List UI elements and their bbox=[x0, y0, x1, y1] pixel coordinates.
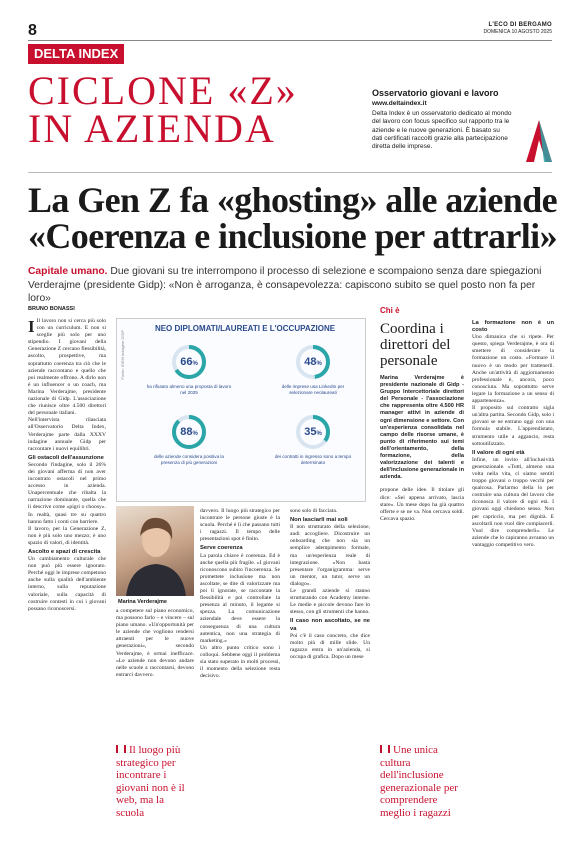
deck bbox=[28, 265, 558, 306]
stat-unit: % bbox=[192, 431, 198, 437]
subheading: Non lasciarli mai soli bbox=[290, 517, 348, 524]
stat-value: 48% bbox=[304, 356, 322, 368]
stat-unit: % bbox=[316, 361, 322, 367]
observatory-url[interactable]: www.deltaindex.it bbox=[372, 100, 427, 107]
pull-quote-2-text: Une unica cultura dell'inclusione generazionale per comprendere meglio i ragazzi bbox=[380, 744, 458, 819]
article-column-3 bbox=[290, 508, 370, 661]
paragraph: Un cambiamento culturale che non può più essere ignorato. Perché oggi le imprese competono anche sulla qualità dell'ambiente interno, sulla reputazione valoriale, sulla capacità di costruire contesti in cui i giovani possano riconoscersi. bbox=[28, 556, 106, 612]
portrait-figure-icon bbox=[116, 506, 194, 596]
stat-item bbox=[146, 344, 232, 395]
infographic-title: NEO DIPLOMATI/LAUREATI E L'OCCUPAZIONE bbox=[154, 324, 336, 333]
article-column-2 bbox=[200, 508, 280, 680]
portrait-photo bbox=[116, 506, 194, 596]
pull-quote-1 bbox=[116, 744, 194, 819]
article-column-photo: a competere sul piano economico, ma possono farlo – e vincere – sul piano umano. «Un'opportunità per le aziende che vogliono rendersi attraenti per le nuove generazioni», secondo Verderajme, è ormai inefficace. «Le aziende non devono andare nelle scuole a raccontarsi, devono entrarci davvero. bbox=[116, 608, 194, 678]
stat-unit: % bbox=[316, 431, 322, 437]
stat-donut bbox=[171, 414, 207, 450]
subheading: Serve coerenza bbox=[200, 545, 243, 552]
header-rule bbox=[28, 172, 552, 173]
subheading: Ascolto e spazi di crescita bbox=[28, 549, 101, 555]
quote-mark-icon bbox=[116, 745, 126, 753]
headline-line-2: «Coerenza e inclusione per attrarli» bbox=[28, 216, 557, 256]
stat-donut bbox=[295, 344, 331, 380]
paragraph: Un altro punto critico sono i colloqui. Sebbene oggi il problema sia stato superato in molti processi, il momento della selezione resta decisivo. bbox=[200, 644, 280, 680]
headline-line-1: La Gen Z fa «ghosting» alle aziende bbox=[28, 180, 558, 220]
pull-quote-2 bbox=[380, 744, 464, 819]
subheading: Il caso non ascoltato, se ne va bbox=[290, 618, 370, 632]
stat-item bbox=[146, 414, 232, 465]
paper-masthead bbox=[483, 22, 552, 36]
paragraph: Le grandi aziende si stanno strutturando con Academy interne. Le medie e piccole devono fare lo stesso, con gli strumenti che hanno. bbox=[290, 588, 370, 616]
intro-paragraph: Il lavoro non si cerca più solo con un curriculum. E non si sceglie più solo per uno stipendio. I giovani della Generazione Z cercano flessibilità, ascolto, prospettive, ma soprattutto coerenza tra ciò che le aziende raccontano e quello che poi realmente offrono. A dirlo non è un influencer o un coach, ma Marina Verderajme, presidente nazionale di Gidp. L'associazione che riunisce oltre 4.500 direttori del personale italiani. bbox=[28, 318, 106, 417]
kicker-title bbox=[28, 68, 348, 151]
byline: BRUNO BONASSI bbox=[28, 306, 75, 312]
paragraph: Il lavoro, per la Generazione Z, non è più solo uno mezzo; è uno spazio di valori, di identità. bbox=[28, 525, 106, 546]
profile-text: Marina Verderajme è presidente nazionale di Gidp - Gruppo Intercettoriale direttori del Personale - l'associazione che rappresenta oltre 4.500 HR manager attivi in aziende di ogni dimensione e settore. Con un'esperienza consolidata nel campo delle risorse umane, è punto di riferimento sui temi dell'orientamento, della formazione, della valorizzazione dei talenti e dell'inclusione generazionale in azienda. bbox=[380, 375, 465, 481]
paragraph: Il non strutturato della selezione, audi accogliere. Dicostruire un onboarding che non sia un semplice adempimento formale, ma un'esperienza reale di integrazione. «Non basta presentare l'organigramma: serve un mentor, un tutor, serve un dialogo». bbox=[290, 524, 370, 587]
kicker-line-1: CICLONE «Z» bbox=[28, 68, 298, 113]
deck-text: Due giovani su tre interrompono il processo di selezione e scompaiono senza dare spiegazioni Verderajme (presidente Gidp): «Non è arroganza, è consapevolezza: capiscono subito se quel posto non fa per loro» bbox=[28, 266, 542, 304]
article-column-1 bbox=[28, 318, 106, 613]
stat-donut bbox=[171, 344, 207, 380]
section-tag: DELTA INDEX bbox=[28, 44, 124, 64]
stat-donut bbox=[295, 414, 331, 450]
stat-value: 66% bbox=[180, 356, 198, 368]
stat-item bbox=[270, 414, 356, 465]
stat-value: 88% bbox=[180, 426, 198, 438]
delta-index-logo-icon bbox=[522, 118, 556, 162]
stat-value: 35% bbox=[304, 426, 322, 438]
stat-caption: delle imprese usa LinkedIn per selezionare neolaureati bbox=[281, 384, 345, 395]
paragraph: Poi c'è il caso concreto, che dice molto più di mille slide. Un ragazzo entra in un'azienda, si occupa di grafica. Dopo un mese bbox=[290, 632, 370, 660]
headline bbox=[28, 182, 558, 254]
stat-item bbox=[270, 344, 356, 395]
paragraph: La parola chiave è coerenza. Ed è anche quella più fragile. «I giovani riconoscono subito l'incoerenza. Se promettete inclusione ma non ascoltate, se dite di valorizzare ma poi li ignorate, se raccontate la flessibilità e poi controllate la presenza al minuto, il legame si spezza. La comunicazione aziendale deve essere la conseguenza di una cultura autentica, non una strategia di marketing.» bbox=[200, 552, 280, 644]
profile-title: Coordina i direttori del personale bbox=[380, 321, 451, 369]
drop-cap: I bbox=[28, 317, 35, 336]
subheading: Gli ostacoli dell'assunzione bbox=[28, 454, 104, 461]
quote-mark-icon bbox=[380, 745, 390, 753]
photo-caption: Marina Verderajme bbox=[118, 599, 167, 605]
pull-quote-1-text: Il luogo più strategico per incontrare i giovani non è il web, ma la scuola bbox=[116, 744, 185, 819]
subheading: La formazione non è un costo bbox=[472, 320, 554, 334]
page-number: 8 bbox=[28, 22, 37, 39]
stat-unit: % bbox=[192, 361, 198, 367]
stat-caption: delle aziende considera positiva la presenza di più generazioni bbox=[154, 454, 224, 465]
profile-box bbox=[380, 306, 464, 523]
paragraph: sono solo di facciata. bbox=[290, 508, 338, 514]
profile-label: Chi è bbox=[380, 306, 400, 315]
issue-date: DOMENICA 10 AGOSTO 2025 bbox=[483, 29, 552, 35]
observatory-title: Osservatorio giovani e lavoro bbox=[372, 88, 499, 98]
paragraph: Nell'intervista rilasciata all'Osservatorio Delta Index, Verderajme parte dalla XXXV indagine annuale Gidp per raccontare i nuovi equilibri. bbox=[28, 417, 106, 452]
infographic-source: Fonte: IDEM indagine GIDP bbox=[120, 330, 125, 380]
stat-caption: ha rifiutato almeno una proposta di lavoro nel 2025 bbox=[146, 384, 232, 395]
stat-caption: dei contratti in ingresso sono a tempo determinato bbox=[274, 454, 352, 465]
paragraph: Il proposito sul contratto sigla un'altra partita. Secondo Gidp, solo i giovani se ne entrano oggi con una formula stabile. L'apprendistato, strumento utile a aggancio, resta sottoutilizzato. bbox=[472, 405, 554, 447]
observatory-text: Delta Index è un osservatorio dedicato al mondo del lavoro con focus specifico sul rapporto tra le aziende e le nuove generazioni. È basato su dati certificati raccolti grazie alla partecipazione diretta delle imprese. bbox=[372, 110, 512, 151]
top-rule bbox=[28, 40, 552, 41]
paper-name: L'ECO DI BERGAMO bbox=[488, 22, 552, 28]
paragraph: Uno dimanica che si ripete. Per questo, spiega Verderajme, è ora di smettere di considerare la formazione un costo. «Formare il nuovo è un modo per trattenerli. Anche un'attività di aggiornamento professionale è, ancora, poco conosciuta. Ma soprattutto serve legare la formazione a un senso di appartenenza». bbox=[472, 334, 554, 405]
paragraph: davvero. Il luogo più strategico per incontrare le persone giuste è la scuola. Perché è lì che passano tutti i ragazzi. Il tempo delle presentazioni spot è finito. bbox=[200, 508, 280, 543]
kicker-line-2: IN AZIENDA bbox=[28, 106, 276, 151]
paragraph: Infine, un invito all'inclusività generazionale. «Tutti, almeno una volta nella vita, ci siamo sentiti troppo giovani o troppo vecchi per qualcosa. Parlarmo della lo per costruire una cultura del lavoro che riconosca il valore di ogni età. I giovani oggi chiedono senso. Non per capriccio, ma per dignità. E ascoltarli non vuol dire compiacerli. Vuol dire comprenderli». Le aziende che lo capiranno avranno un vantaggio competitivo vero. bbox=[472, 456, 554, 548]
subheading: Il valore di ogni età bbox=[472, 449, 525, 456]
paragraph: Secondo l'indagine, solo il 26% dei giovani afferma di non aver incontrato ostacoli nel primo accesso in azienda. Unapercentuale che ribalta la narrazione dominante, quella che li descrive come «pigri o choosy». In realtà, quasi tre su quattro hanno fatto i conti con barriere. bbox=[28, 461, 106, 525]
article-column-4 bbox=[472, 318, 554, 549]
deck-lead: Capitale umano. bbox=[28, 266, 108, 277]
paragraph: propone delle idee. Il titolare gli dice: «Sei appena arrivato, lascia stare». Un mese dopo ha già quattro offerte e se ne va. Non cercava soldi. Cercava spazio. bbox=[380, 487, 464, 522]
